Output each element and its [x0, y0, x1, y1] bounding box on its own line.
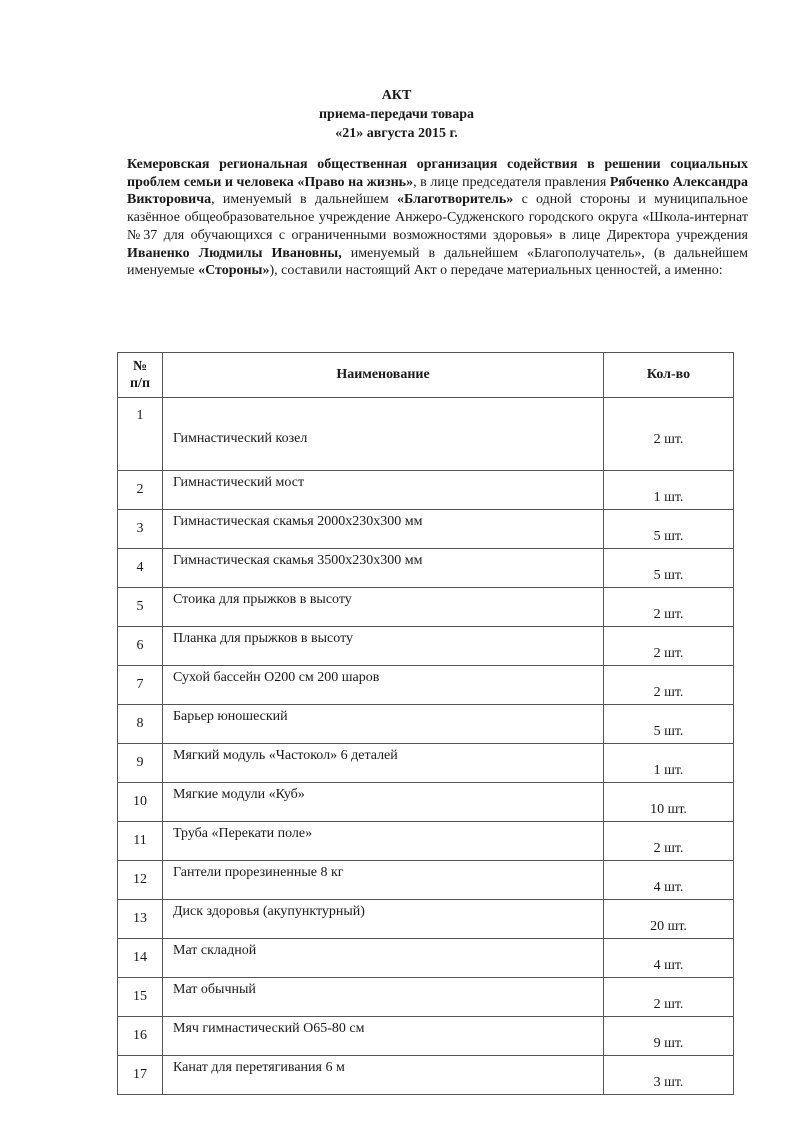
table-row — [118, 588, 734, 627]
document-subtitle: приема-передачи товара — [318, 107, 474, 122]
table-row — [118, 1017, 734, 1056]
row-quantity: 2 шт. — [604, 588, 734, 627]
row-quantity: 4 шт. — [604, 939, 734, 978]
row-name: Гимнастическая скамья 3500х230х300 мм — [163, 549, 604, 588]
table-row — [118, 900, 734, 939]
parties-label: «Стороны» — [198, 263, 270, 279]
row-name: Диск здоровья (акупунктурный) — [163, 900, 604, 939]
table-header-row — [118, 353, 734, 398]
table-row — [118, 861, 734, 900]
table-row — [118, 705, 734, 744]
document-title: АКТ — [381, 88, 412, 103]
row-quantity: 2 шт. — [604, 978, 734, 1017]
row-name: Барьер юношеский — [163, 705, 604, 744]
row-name: Гантели прорезиненные 8 кг — [163, 861, 604, 900]
table-row — [118, 471, 734, 510]
preamble-text-1: , в лице председателя правления — [413, 174, 610, 190]
row-number: 1 — [118, 398, 163, 471]
row-quantity: 1 шт. — [604, 471, 734, 510]
header-num — [118, 353, 163, 398]
row-number: 11 — [118, 822, 163, 861]
row-name: Сухой бассейн О200 см 200 шаров — [163, 666, 604, 705]
preamble-text-2: , именуемый в дальнейшем — [211, 192, 398, 208]
table-row — [118, 744, 734, 783]
director-name: Иваненко Людмилы Ивановны, — [127, 245, 342, 261]
row-number: 7 — [118, 666, 163, 705]
row-quantity: 5 шт. — [604, 510, 734, 549]
preamble-text-4: именуемый в дальнейшем «Благополучатель», (в дальнейшем именуемые — [127, 245, 748, 279]
table-row — [118, 939, 734, 978]
row-number: 3 — [118, 510, 163, 549]
table-row — [118, 822, 734, 861]
row-number: 17 — [118, 1056, 163, 1095]
row-name: Труба «Перекати поле» — [163, 822, 604, 861]
row-name: Гимнастический козел — [163, 398, 604, 471]
row-quantity: 1 шт. — [604, 744, 734, 783]
row-name: Мягкий модуль «Частокол» 6 деталей — [163, 744, 604, 783]
table-row — [118, 1056, 734, 1095]
row-quantity: 3 шт. — [604, 1056, 734, 1095]
row-quantity: 2 шт. — [604, 398, 734, 471]
row-number: 15 — [118, 978, 163, 1017]
row-quantity: 4 шт. — [604, 861, 734, 900]
preamble-paragraph — [127, 156, 748, 280]
chairman-name: Рябченко Александра Викторовича — [127, 174, 749, 208]
org-name: Кемеровская региональная общественная организация содействия в решении социальных проблем семьи и человека «Право на жизнь» — [127, 157, 748, 190]
row-name: Планка для прыжков в высоту — [163, 627, 604, 666]
row-quantity: 9 шт. — [604, 1017, 734, 1056]
table-row — [118, 666, 734, 705]
items-table — [117, 352, 734, 1095]
row-name: Стоика для прыжков в высоту — [163, 588, 604, 627]
table-row — [118, 549, 734, 588]
row-name: Мат обычный — [163, 978, 604, 1017]
row-number: 4 — [118, 549, 163, 588]
row-quantity: 2 шт. — [604, 666, 734, 705]
row-name: Гимнастический мост — [163, 471, 604, 510]
row-name: Мяч гимнастический О65-80 см — [163, 1017, 604, 1056]
row-quantity: 20 шт. — [604, 900, 734, 939]
table-row — [118, 510, 734, 549]
table-body — [118, 398, 734, 1095]
table-row — [118, 978, 734, 1017]
table-row — [118, 783, 734, 822]
header-qty: Кол-во — [604, 353, 734, 398]
row-number: 16 — [118, 1017, 163, 1056]
row-number: 13 — [118, 900, 163, 939]
preamble-text-3: с одной стороны и муниципальное казённое общеобразовательное учреждение Анжеро-Судженского городского округа «Школа-интернат №37 для обучающихся с ограниченными возможностями здоровья» в лице Директора учреждения — [127, 192, 748, 243]
document-date: «21» августа 2015 г. — [335, 126, 458, 141]
row-number: 8 — [118, 705, 163, 744]
header-name: Наименование — [163, 353, 604, 398]
row-number: 12 — [118, 861, 163, 900]
row-number: 5 — [118, 588, 163, 627]
header-num-line1: № — [132, 359, 148, 374]
header-num-line2: п/п — [129, 376, 151, 391]
table-row — [118, 398, 734, 471]
document-header — [0, 86, 793, 143]
row-quantity: 2 шт. — [604, 822, 734, 861]
table-row — [118, 627, 734, 666]
row-name: Гимнастическая скамья 2000х230х300 мм — [163, 510, 604, 549]
row-quantity: 5 шт. — [604, 705, 734, 744]
row-number: 9 — [118, 744, 163, 783]
row-quantity: 2 шт. — [604, 627, 734, 666]
row-quantity: 5 шт. — [604, 549, 734, 588]
row-name: Мягкие модули «Куб» — [163, 783, 604, 822]
preamble-text-5: ), составили настоящий Акт о передаче материальных ценностей, а именно: — [269, 263, 723, 279]
row-name: Канат для перетягивания 6 м — [163, 1056, 604, 1095]
row-number: 2 — [118, 471, 163, 510]
donor-label: «Благотворитель» — [397, 192, 514, 208]
row-number: 14 — [118, 939, 163, 978]
row-name: Мат складной — [163, 939, 604, 978]
row-number: 10 — [118, 783, 163, 822]
row-number: 6 — [118, 627, 163, 666]
row-quantity: 10 шт. — [604, 783, 734, 822]
